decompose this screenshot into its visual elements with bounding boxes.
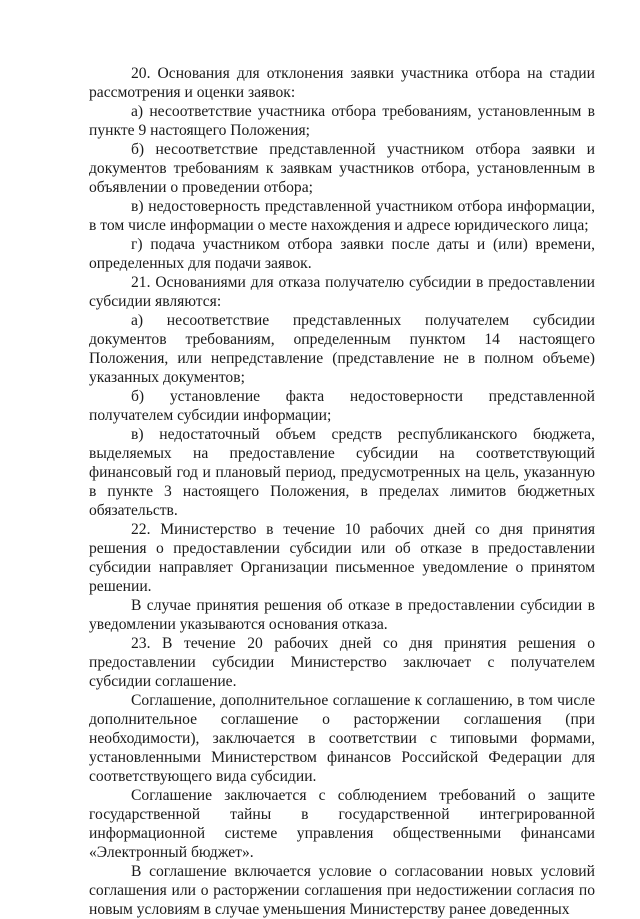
paragraph-20: 20. Основания для отклонения заявки участника отбора на стадии рассмотрения и оценки заявок:: [89, 65, 595, 101]
paragraph-23-agreement-forms: Соглашение, дополнительное соглашение к соглашению, в том числе дополнительное соглашение о расторжении соглашения (при необходимости), заключается в соответствии с типовыми формами, установленными Министерством финансов Российской Федерации для соответствующего вида субсидии.: [89, 692, 595, 785]
paragraph-20-a: а) несоответствие участника отбора требованиям, установленным в пункте 9 настоящего Положения;: [89, 103, 595, 139]
paragraph-22-refusal: В случае принятия решения об отказе в предоставлении субсидии в уведомлении указываются основания отказа.: [89, 597, 595, 633]
paragraph-20-v: в) недостоверность представленной участником отбора информации, в том числе информации о месте нахождения и адресе юридического лица;: [89, 198, 595, 234]
paragraph-20-g: г) подача участником отбора заявки после даты и (или) времени, определенных для подачи заявок.: [89, 236, 595, 272]
document-page: [89, 64, 595, 919]
paragraph-21: 21. Основаниями для отказа получателю субсидии в предоставлении субсидии являются:: [89, 274, 595, 310]
paragraph-21-b: б) установление факта недостоверности представленной получателем субсидии информации;: [89, 388, 595, 424]
paragraph-23-new-conditions: В соглашение включается условие о согласовании новых условий соглашения или о расторжении соглашения при недостижении согласия по новым условиям в случае уменьшения Министерству ранее доведенных: [89, 863, 595, 918]
paragraph-23-state-secret: Соглашение заключается с соблюдением требований о защите государственной тайны в государственной интегрированной информационной системе управления общественными финансами «Электронный бюджет».: [89, 787, 595, 861]
paragraph-22: 22. Министерство в течение 10 рабочих дней со дня принятия решения о предоставлении субсидии или об отказе в предоставлении субсидии направляет Организации письменное уведомление о принятом решении.: [89, 521, 595, 595]
paragraph-21-v: в) недостаточный объем средств республиканского бюджета, выделяемых на предоставление субсидии на соответствующий финансовый год и плановый период, предусмотренных на цель, указанную в пункте 3 настоящего Положения, в пределах лимитов бюджетных обязательств.: [89, 426, 595, 519]
paragraph-23: 23. В течение 20 рабочих дней со дня принятия решения о предоставлении субсидии Министерство заключает с получателем субсидии соглашение.: [89, 635, 595, 690]
paragraph-20-b: б) несоответствие представленной участником отбора заявки и документов требованиям к заявкам участников отбора, установленным в объявлении о проведении отбора;: [89, 141, 595, 196]
paragraph-21-a: а) несоответствие представленных получателем субсидии документов требованиям, определенным пунктом 14 настоящего Положения, или непредставление (представление не в полном объеме) указанных документов;: [89, 312, 595, 386]
